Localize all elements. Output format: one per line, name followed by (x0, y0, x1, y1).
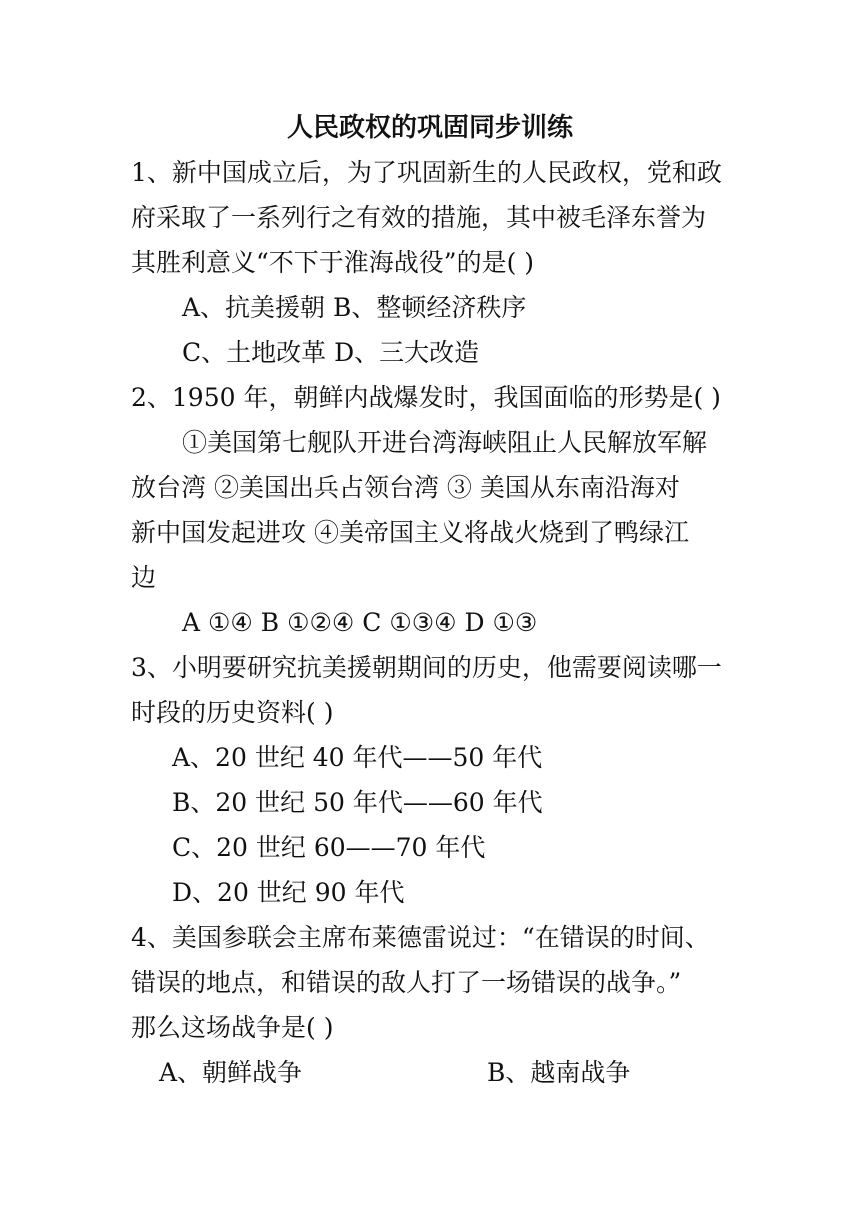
question-1-options-line-2: C、土地改革 D、三大改造 (182, 338, 480, 367)
page-title: 人民政权的巩固同步训练 (286, 113, 573, 143)
question-3-option-d: D、20 世纪 90 年代 (172, 878, 405, 907)
question-4-stem-line-1: 4、美国参联会主席布莱德雷说过：“在错误的时间、 (131, 923, 710, 952)
question-3-option-b: B、20 世纪 50 年代——60 年代 (172, 788, 543, 817)
question-4-stem-line-2: 错误的地点，和错误的敌人打了一场错误的战争。” (131, 968, 682, 997)
question-2-stem-line-4: 新中国发起进攻 ④美帝国主义将战火烧到了鸭绿江 (131, 518, 689, 547)
question-2-stem-line-5: 边 (131, 563, 157, 592)
question-2-stem-line-3: 放台湾 ②美国出兵占领台湾 ③ 美国从东南沿海对 (131, 473, 680, 502)
question-2-stem-line-2: ①美国第七舰队开进台湾海峡阻止人民解放军解 (182, 428, 708, 457)
question-4-option-b: B、越南战争 (487, 1058, 631, 1087)
question-1-stem-line-2: 府采取了一系列行之有效的措施，其中被毛泽东誉为 (131, 203, 707, 232)
question-3-option-c: C、20 世纪 60——70 年代 (172, 833, 486, 862)
question-3-stem-line-2: 时段的历史资料( ) (131, 698, 334, 727)
question-4-stem-line-3: 那么这场战争是( ) (131, 1013, 334, 1042)
question-1-stem-line-1: 1、新中国成立后，为了巩固新生的人民政权，党和政 (131, 158, 722, 187)
question-2-stem-line-1: 2、1950 年，朝鲜内战爆发时，我国面临的形势是( ) (131, 383, 721, 412)
question-1-options-line-1: A、抗美援朝 B、整顿经济秩序 (182, 293, 527, 322)
question-4-option-a: A、朝鲜战争 (159, 1058, 303, 1087)
question-3-stem-line-1: 3、小明要研究抗美援朝期间的历史，他需要阅读哪一 (131, 653, 722, 682)
question-3-option-a: A、20 世纪 40 年代——50 年代 (172, 743, 543, 772)
question-1-stem-line-3: 其胜利意义“不下于淮海战役”的是( ) (131, 248, 535, 277)
question-2-options-line-1: A ①④ B ①②④ C ①③④ D ①③ (182, 608, 538, 637)
